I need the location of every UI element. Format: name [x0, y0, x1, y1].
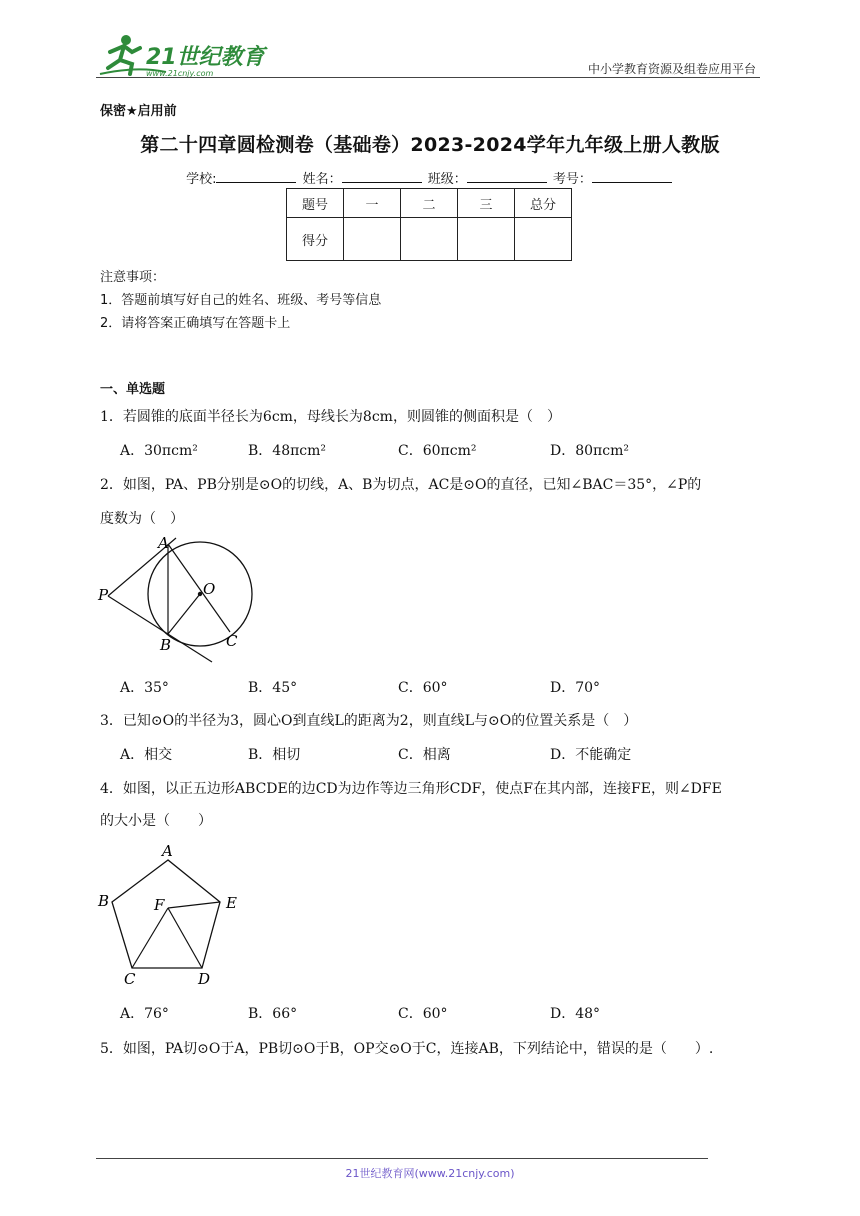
notes-block: [100, 266, 381, 335]
q2-option-d: D．70°: [550, 680, 601, 696]
label-b: B: [98, 892, 110, 910]
footer-link[interactable]: 21世纪教育网(www.21cnjy.com): [345, 1167, 515, 1180]
q4-option-b: B．66°: [248, 1006, 298, 1022]
q3-option-b: B．相切: [248, 747, 301, 763]
score-header-cell: 二: [401, 189, 458, 218]
notes-title: 注意事项：: [100, 270, 166, 285]
segment-cf: [132, 908, 168, 968]
score-cell: [344, 218, 401, 261]
q2-circle-tangent-figure: [96, 532, 238, 656]
question-4-text-line1: 4．如图，以正五边形ABCDE的边CD为边作等边三角形CDF，使点F在其内部，连接FE，则∠DFE: [100, 781, 722, 797]
q4-option-a: A．76°: [120, 1006, 169, 1022]
question-2-text-line2: 度数为（ ）: [100, 511, 184, 527]
notes-item: 1．答题前填写好自己的姓名、班级、考号等信息: [100, 293, 382, 308]
label-f: F: [154, 896, 165, 914]
label-e: E: [226, 894, 237, 912]
school-label: 学校:: [186, 172, 217, 187]
score-header-cell: 一: [344, 189, 401, 218]
q4-option-c: C．60°: [398, 1006, 448, 1022]
question-4-text-line2: 的大小是（ ）: [100, 813, 212, 829]
exam-number-label: 考号：: [552, 172, 592, 187]
label-a: A: [162, 842, 173, 860]
label-p: P: [98, 586, 109, 604]
segment-fe: [168, 902, 220, 908]
q1-option-b: B．48πcm²: [248, 443, 327, 459]
header-platform-text: 中小学教育资源及组卷应用平台: [587, 62, 756, 76]
exam-number-blank: [592, 170, 672, 183]
q1-option-c: C．60πcm²: [398, 443, 477, 459]
pentagon-abcde: [112, 860, 220, 968]
question-2-text-line1: 2．如图，PA、PB分别是⊙O的切线，A、B为切点，AC是⊙O的直径，已知∠BAC＝35°，∠P的: [100, 477, 702, 493]
center-o: [198, 592, 202, 596]
score-row-label: 得分: [287, 218, 344, 261]
score-cell: [401, 218, 458, 261]
q2-option-b: B．45°: [248, 680, 298, 696]
diameter-ac: [168, 544, 230, 632]
question-5-text: 5．如图，PA切⊙O于A，PB切⊙O于B，OP交⊙O于C，连接AB，下列结论中，错误的是（ ）.: [100, 1041, 714, 1057]
student-info-line: [0, 168, 860, 187]
site-logo: [96, 30, 266, 80]
label-b: B: [160, 636, 172, 654]
q4-option-d: D．48°: [550, 1006, 601, 1022]
label-c: C: [124, 970, 136, 988]
label-c: C: [226, 632, 238, 650]
score-header-cell: 三: [458, 189, 515, 218]
header-divider: [96, 77, 760, 78]
notes-item: 2．请将答案正确填写在答题卡上: [100, 316, 291, 331]
q3-option-c: C．相离: [398, 747, 451, 763]
q3-option-d: D．不能确定: [550, 747, 632, 763]
q4-pentagon-figure: [96, 840, 246, 988]
q3-option-a: A．相交: [120, 747, 173, 763]
footer-divider: [96, 1158, 708, 1159]
label-o: O: [203, 580, 216, 598]
logo-url: www.21cnjy.com: [146, 69, 214, 78]
label-a: A: [158, 534, 169, 552]
page-title: 第二十四章圆检测卷（基础卷）2023-2024学年九年级上册人教版: [140, 134, 720, 156]
question-3-text: 3．已知⊙O的半径为3，圆心O到直线L的距离为2，则直线L与⊙O的位置关系是（ ）: [100, 713, 638, 729]
q2-option-c: C．60°: [398, 680, 448, 696]
score-header-cell: 题号: [287, 189, 344, 218]
confidential-label: 保密★启用前: [100, 104, 177, 119]
score-cell: [458, 218, 515, 261]
name-blank: [342, 170, 422, 183]
score-cell: [515, 218, 572, 261]
segment-df: [168, 908, 202, 968]
class-label: 班级：: [427, 172, 467, 187]
name-label: 姓名：: [302, 172, 342, 187]
score-header-cell: 总分: [515, 189, 572, 218]
section-heading: 一、单选题: [100, 382, 166, 397]
label-d: D: [198, 970, 211, 988]
question-1-text: 1．若圆锥的底面半径长为6cm，母线长为8cm，则圆锥的侧面积是（ ）: [100, 409, 561, 425]
score-table: [286, 188, 572, 261]
q1-option-a: A．30πcm²: [120, 443, 198, 459]
segment-bo: [168, 594, 200, 634]
logo-text: 21世纪教育: [146, 45, 265, 70]
school-blank: [216, 170, 296, 183]
q2-option-a: A．35°: [120, 680, 169, 696]
class-blank: [467, 170, 547, 183]
q1-option-d: D．80πcm²: [550, 443, 629, 459]
